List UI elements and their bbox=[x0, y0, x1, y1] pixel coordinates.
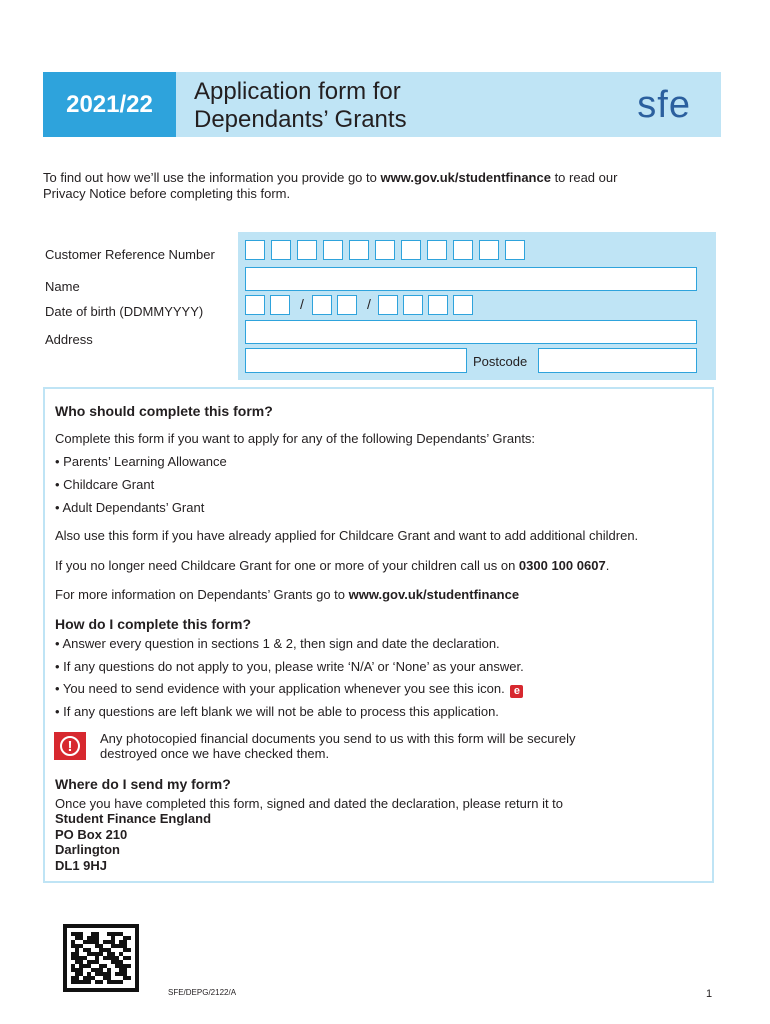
who-intro: Complete this form if you want to apply for any of the following Dependants’ Grants: bbox=[55, 431, 536, 446]
warning-text-line-1: Any photocopied financial documents you send to us with this form will be securely bbox=[100, 731, 576, 746]
name-field[interactable] bbox=[245, 267, 697, 291]
exclamation-icon: ! bbox=[60, 736, 80, 756]
dob-separator: / bbox=[367, 296, 371, 312]
guidance-box bbox=[43, 387, 714, 883]
sfe-logo: sfe bbox=[637, 84, 691, 126]
additional-children-text: Also use this form if you have already applied for Childcare Grant and want to add additional children. bbox=[55, 528, 639, 543]
crn-digit-box[interactable] bbox=[505, 240, 525, 260]
crn-digit-box[interactable] bbox=[375, 240, 395, 260]
return-address-line: Student Finance England bbox=[55, 811, 212, 826]
crn-label: Customer Reference Number bbox=[45, 247, 215, 262]
dob-year-box[interactable] bbox=[453, 295, 473, 315]
barcode-icon bbox=[63, 923, 139, 993]
dob-separator: / bbox=[300, 296, 304, 312]
evidence-icon: e bbox=[510, 685, 523, 698]
page-number: 1 bbox=[706, 988, 713, 1000]
privacy-intro bbox=[43, 170, 723, 202]
how-item bbox=[55, 681, 523, 698]
grant-item: • Parents’ Learning Allowance bbox=[55, 454, 227, 469]
how-heading: How do I complete this form? bbox=[55, 616, 252, 632]
how-item: • If any questions are left blank we will not be able to process this application. bbox=[55, 704, 499, 719]
crn-digit-box[interactable] bbox=[427, 240, 447, 260]
dob-label: Date of birth (DDMMYYYY) bbox=[45, 304, 204, 319]
dob-month-box[interactable] bbox=[337, 295, 357, 315]
grant-item: • Adult Dependants’ Grant bbox=[55, 500, 205, 515]
crn-digit-box[interactable] bbox=[401, 240, 421, 260]
dob-day-box[interactable] bbox=[270, 295, 290, 315]
dob-day-box[interactable] bbox=[245, 295, 265, 315]
crn-digit-box[interactable] bbox=[297, 240, 317, 260]
where-heading: Where do I send my form? bbox=[55, 776, 231, 792]
grant-item: • Childcare Grant bbox=[55, 477, 155, 492]
form-code: SFE/DEPG/2122/A bbox=[168, 988, 237, 997]
more-info-prefix: For more information on Dependants’ Grants go to bbox=[55, 587, 349, 602]
dob-month-box[interactable] bbox=[312, 295, 332, 315]
postcode-label: Postcode bbox=[473, 354, 528, 369]
crn-digit-box[interactable] bbox=[323, 240, 343, 260]
crn-digit-box[interactable] bbox=[271, 240, 291, 260]
postcode-field[interactable] bbox=[538, 348, 697, 373]
intro-text-cont: to read our bbox=[550, 170, 618, 185]
dob-year-box[interactable] bbox=[378, 295, 398, 315]
dob-year-box[interactable] bbox=[428, 295, 448, 315]
intro-line-2: Privacy Notice before completing this form. bbox=[43, 186, 291, 201]
warning-text-line-2: destroyed once we have checked them. bbox=[100, 746, 330, 761]
helpline-number: 0300 100 0607 bbox=[518, 558, 606, 573]
how-item: • Answer every question in sections 1 & 2, then sign and date the declaration. bbox=[55, 636, 500, 651]
dob-year-box[interactable] bbox=[403, 295, 423, 315]
address-field-line-2[interactable] bbox=[245, 348, 467, 373]
return-address-line: DL1 9HJ bbox=[55, 858, 108, 873]
no-longer-need-prefix: If you no longer need Childcare Grant for one or more of your children call us on bbox=[55, 558, 519, 573]
where-text: Once you have completed this form, signed and dated the declaration, please return it to bbox=[55, 796, 564, 811]
more-info-text bbox=[55, 587, 519, 602]
crn-digit-box[interactable] bbox=[349, 240, 369, 260]
crn-digit-box[interactable] bbox=[453, 240, 473, 260]
crn-digit-box[interactable] bbox=[479, 240, 499, 260]
address-field-line-1[interactable] bbox=[245, 320, 697, 344]
how-item: • If any questions do not apply to you, please write ‘N/A’ or ‘None’ as your answer. bbox=[55, 659, 524, 674]
no-longer-need-suffix: . bbox=[605, 558, 610, 573]
form-title-line-2: Dependants’ Grants bbox=[194, 106, 407, 133]
intro-text: To find out how we’ll use the information you provide go to bbox=[43, 170, 381, 185]
name-label: Name bbox=[45, 279, 80, 294]
no-longer-need-text bbox=[55, 558, 609, 573]
who-heading: Who should complete this form? bbox=[55, 403, 273, 419]
address-label: Address bbox=[45, 332, 93, 347]
form-title-line-1: Application form for bbox=[194, 78, 401, 105]
return-address-line: PO Box 210 bbox=[55, 827, 128, 842]
return-address-line: Darlington bbox=[55, 842, 120, 857]
studentfinance-link[interactable]: www.gov.uk/studentfinance bbox=[380, 170, 551, 185]
more-info-link[interactable]: www.gov.uk/studentfinance bbox=[348, 587, 520, 602]
evidence-item-text: • You need to send evidence with your application whenever you see this icon. bbox=[55, 681, 505, 696]
customer-details-panel bbox=[238, 232, 716, 380]
academic-year: 2021/22 bbox=[43, 72, 176, 137]
form-title bbox=[194, 78, 407, 134]
crn-digit-box[interactable] bbox=[245, 240, 265, 260]
form-header bbox=[43, 72, 721, 137]
warning-icon bbox=[54, 732, 86, 760]
